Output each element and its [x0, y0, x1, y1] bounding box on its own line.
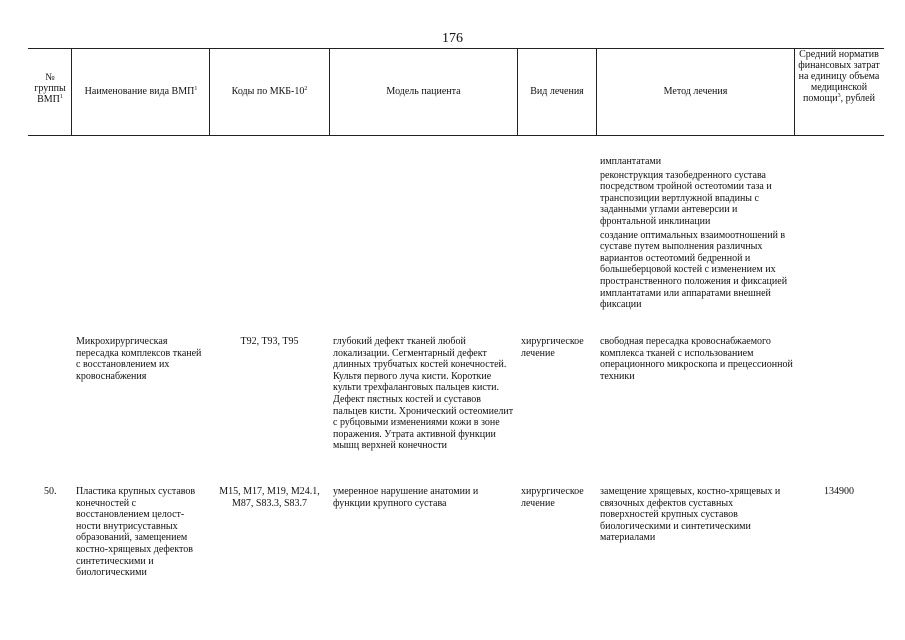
header-average-cost: Средний норматив финансовых затрат на единицу объема медицинской помощи$^3$, рублей: [798, 49, 880, 104]
row-3-icd-codes: M15, M17, M19, M24.1, M87, S83.3, S83.7: [219, 486, 320, 509]
header-treatment-method: Метод лечения: [663, 86, 728, 97]
row-3-group-number: 50.: [44, 486, 57, 497]
table-header-bottom-border: [28, 135, 884, 136]
header-patient-model: Модель пациента: [386, 86, 461, 97]
method-item: реконструкция тазобедренного сустава посредством тройной остеотомии таза и транспозиции вертлужной впадины с заданными углами антеверсии и фронтальной инклинации: [600, 169, 772, 227]
row-2-treatment-method: свободная пересадка кровоснабжаемого комплекса тканей с использованием операционного микроскопа и прецессионной техники: [600, 336, 793, 382]
header-icd-codes: Коды по МКБ-$10^2$: [231, 86, 308, 97]
column-divider: [517, 48, 518, 136]
column-divider: [329, 48, 330, 136]
column-divider: [794, 48, 795, 136]
header-group-number: № группы ВМП$^1$: [34, 72, 66, 105]
table-row: [600, 156, 794, 313]
header-treatment-type: Вид лечения: [530, 86, 584, 97]
method-item: имплантатами: [600, 156, 662, 167]
table-top-border: [28, 48, 884, 49]
header-vmp-name: Наименование вида ВМП$^1$: [84, 86, 198, 97]
column-divider: [71, 48, 72, 136]
row-2-treatment-type: хирургическое лечение: [521, 336, 584, 359]
row-2-icd-codes: T92, T93, T95: [240, 336, 299, 347]
row-3-vmp-name: Пластика крупных суставов конечностей с восстановлением целост-ности внутрисуставных образований, замещением костно-хрящевых дефектов синтетическими и биологическими: [76, 486, 196, 579]
column-divider: [596, 48, 597, 136]
row-3-patient-model: умеренное нарушение анатомии и функции крупного сустава: [333, 486, 479, 509]
row-2-vmp-name: Микрохирургическая пересадка комплексов тканей с восстановлением их кровоснабжения: [76, 336, 202, 382]
page-number: 176: [442, 31, 463, 46]
column-divider: [209, 48, 210, 136]
row-3-average-cost: 134900: [824, 486, 854, 497]
row-2-patient-model: глубокий дефект тканей любой локализации. Сегментарный дефект длинных трубчатых костей конечностей. Культя первого луча кисти. Короткие культи трехфаланговых пальцев кисти. Дефект пястных костей и суставов пальцев кисти. Хронический остеомиелит с рубцовыми изменениями кожи в зоне поражения. Утрата активной функции мышц верхней конечности: [333, 336, 514, 452]
method-item: создание оптимальных взаимоотношений в суставе путем выполнения различных вариантов остеотомий бедренной и большеберцовой костей с изменением их пространственного положения и фиксацией имплантатами или аппаратами внешней фиксации: [600, 229, 788, 311]
row-3-treatment-method: замещение хрящевых, костно-хрящевых и связочных дефектов суставных поверхностей крупных суставов биологическими и синтетическими материалами: [600, 486, 781, 544]
row-3-treatment-type: хирургическое лечение: [521, 486, 584, 509]
